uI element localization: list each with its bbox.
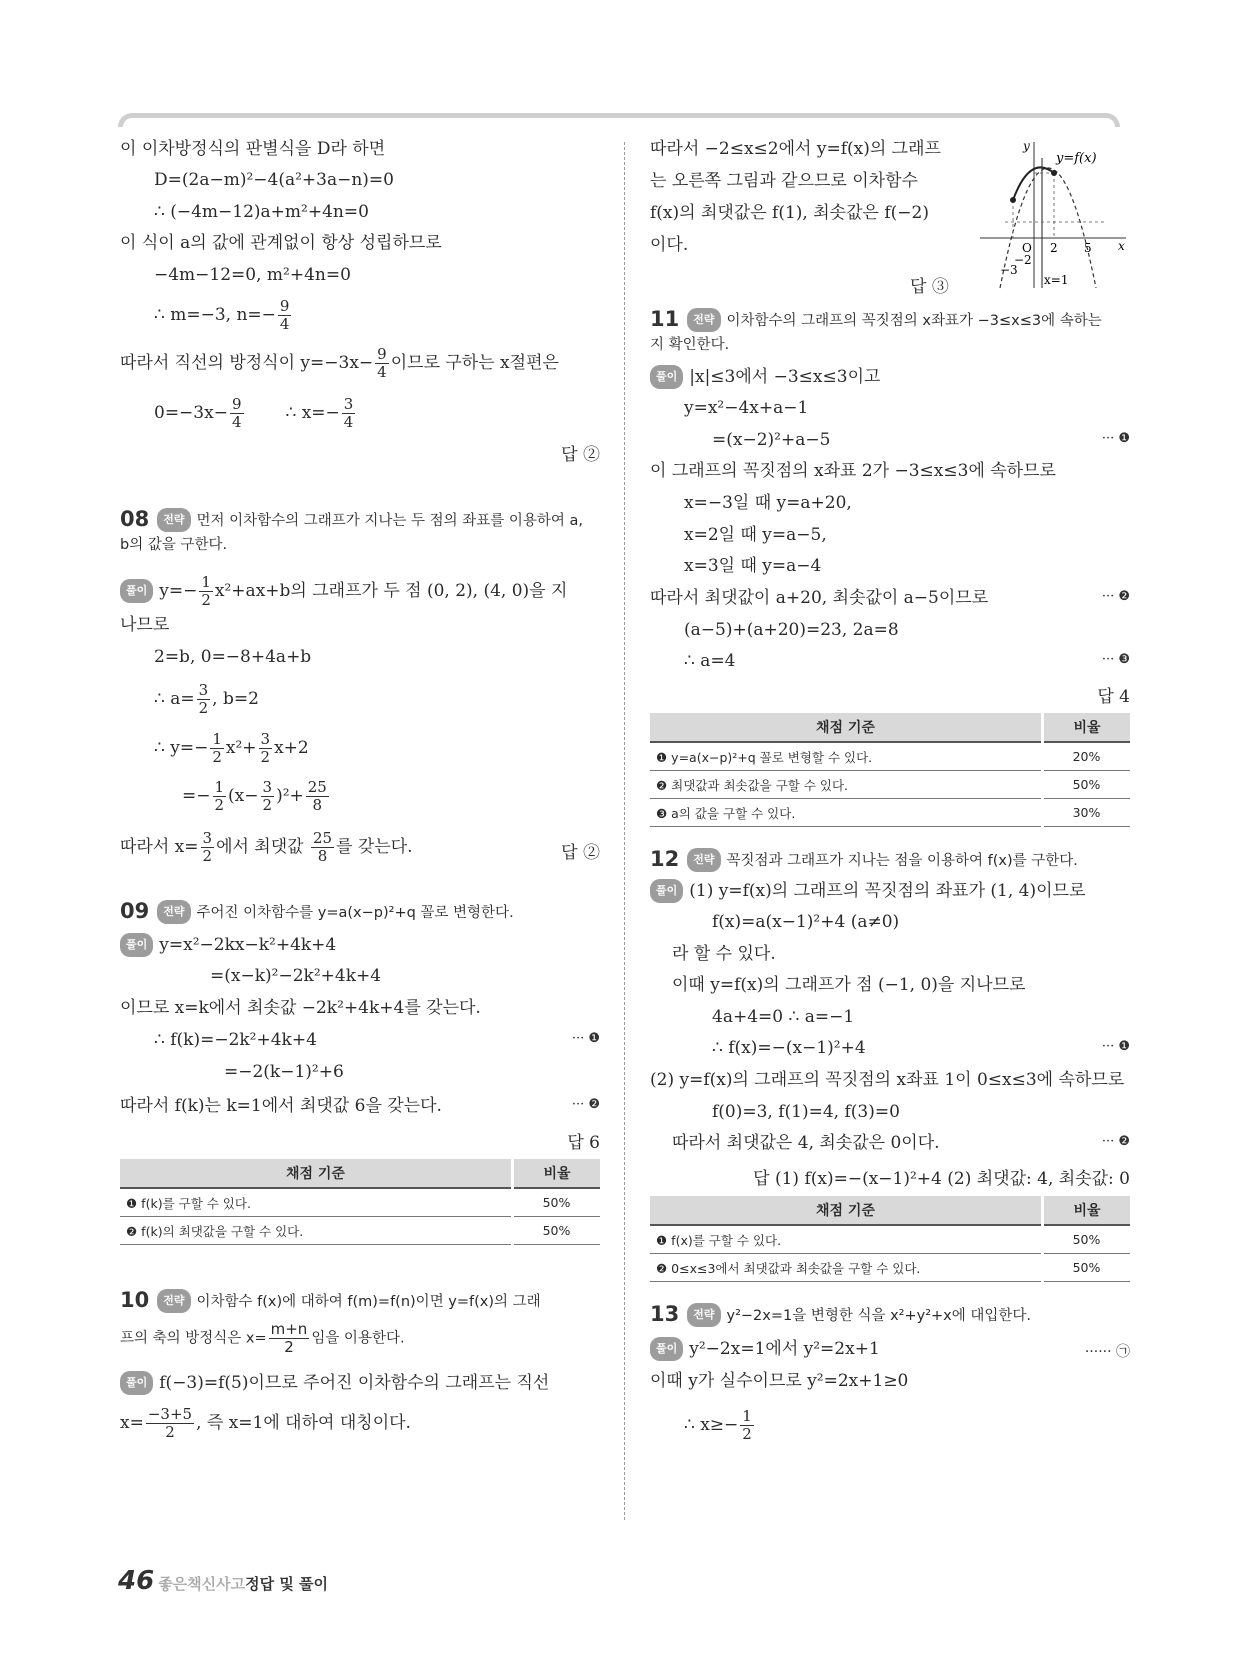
grading-table bbox=[650, 713, 1130, 827]
table-row: ❷ 0≤x≤3에서 최댓값과 최솟값을 구할 수 있다. 50% bbox=[650, 1254, 1130, 1282]
fraction: $\frac{1}{2}$ bbox=[201, 573, 211, 609]
equation: =− $\frac{1}{2}$ (x− $\frac{3}{2}$ )²+ $\frac{25}{8}$ bbox=[182, 778, 327, 814]
equation: 0=−3x− $\frac{9}{4}$ ∴ x=− $\frac{3}{4}$ bbox=[154, 395, 354, 431]
text-line: 따라서 직선의 방정식이 y=−3x− $\frac{9}{4}$ 이므로 구하는 x절편은 bbox=[120, 345, 559, 381]
step-marker: ··· ❷ bbox=[571, 1097, 600, 1112]
step-marker: ··· ❷ bbox=[1101, 1134, 1130, 1149]
endpoint bbox=[1010, 197, 1016, 203]
equation: (a−5)+(a+20)=23, 2a=8 bbox=[684, 620, 899, 640]
parabola-graph bbox=[980, 138, 1130, 290]
answer: 답 ② bbox=[561, 445, 600, 465]
curve-label: y=f(x) bbox=[1056, 151, 1097, 166]
fraction: $\frac{25}{8}$ bbox=[312, 829, 333, 865]
footer-title: 정답 및 풀이 bbox=[245, 1575, 329, 1593]
problem-header-12: 12 전략 꼭짓점과 그래프가 지나는 점을 이용하여 f(x)를 구한다. bbox=[650, 847, 1078, 871]
fraction: $\frac{9}{4}$ bbox=[279, 297, 290, 333]
solution-line: 풀이 y=− $\frac{1}{2}$ x²+ax+b의 그래프가 두 점 (0, 2), (4, 0)을 지 bbox=[120, 574, 567, 609]
equation: x=3일 때 y=a−4 bbox=[684, 556, 822, 576]
origin-label: O bbox=[1022, 241, 1032, 255]
fraction: $\frac{3}{2}$ bbox=[260, 730, 271, 766]
fraction: $\frac{1}{2}$ bbox=[212, 730, 222, 766]
solution-line: 풀이 f(−3)=f(5)이므로 주어진 이차함수의 그래프는 직선 bbox=[120, 1371, 549, 1395]
text-line: 이 이차방정식의 판별식을 D라 하면 bbox=[120, 139, 386, 159]
text-line: 따라서 f(k)는 k=1에서 최댓값 6을 갖는다. bbox=[120, 1096, 442, 1116]
equation: y=x²−4x+a−1 bbox=[684, 398, 809, 418]
fraction: $\frac{3}{4}$ bbox=[343, 395, 354, 431]
equation: ∴ y=− $\frac{1}{2}$ x²+ $\frac{3}{2}$ x+2 bbox=[154, 730, 309, 766]
text-line: (2) y=f(x)의 그래프의 꼭짓점의 x좌표 1이 0≤x≤3에 속하므로 bbox=[650, 1070, 1125, 1090]
fraction: $\frac{3}{2}$ bbox=[202, 829, 213, 865]
table-header: 채점 기준 bbox=[120, 1159, 513, 1188]
solution-line: 풀이 y=x²−2kx−k²+4k+4 bbox=[120, 933, 336, 957]
table-header: 비율 bbox=[1043, 1196, 1131, 1225]
equation: ∴ x≥− $\frac{1}{2}$ bbox=[684, 1407, 752, 1443]
equation: ∴ f(x)=−(x−1)²+4 bbox=[712, 1038, 866, 1058]
equation: f(0)=3, f(1)=4, f(3)=0 bbox=[712, 1102, 900, 1122]
problem-header-10: 10 전략 이차함수 f(x)에 대하여 f(m)=f(n)이면 y=f(x)의 그래 bbox=[120, 1288, 541, 1312]
table-header: 채점 기준 bbox=[650, 1196, 1043, 1225]
top-border bbox=[118, 113, 1120, 127]
endpoint bbox=[1051, 170, 1057, 176]
text-line: 나므로 bbox=[120, 615, 170, 635]
equation: ∴ a=4 bbox=[684, 651, 736, 671]
text-line: 이다. bbox=[650, 235, 689, 255]
equation: 2=b, 0=−8+4a+b bbox=[154, 647, 312, 667]
table-header: 비율 bbox=[1043, 713, 1131, 742]
equation: ∴ (−4m−12)a+m²+4n=0 bbox=[154, 202, 369, 222]
equation: 4a+4=0 ∴ a=−1 bbox=[712, 1007, 855, 1027]
equation: ∴ f(k)=−2k²+4k+4 bbox=[154, 1030, 317, 1050]
table-row: ❶ f(k)를 구할 수 있다. 50% bbox=[120, 1188, 600, 1217]
step-marker: ··· ❷ bbox=[1101, 589, 1130, 604]
equation: −4m−12=0, m²+4n=0 bbox=[154, 265, 351, 285]
strategy-text: 지 확인한다. bbox=[650, 337, 730, 353]
fraction: $\frac{1}{2}$ bbox=[214, 778, 225, 814]
fraction: $\frac{9}{4}$ bbox=[377, 345, 387, 381]
step-marker: ··· ❸ bbox=[1101, 652, 1130, 667]
fraction: $\frac{1}{2}$ bbox=[742, 1407, 752, 1443]
solution-line: 풀이 (1) y=f(x)의 그래프의 꼭짓점의 좌표가 (1, 4)이므로 bbox=[650, 879, 1085, 903]
fraction: $\frac{9}{4}$ bbox=[231, 395, 242, 431]
equation: =(x−2)²+a−5 bbox=[712, 430, 831, 450]
fraction: $\frac{m+n}{2}$ bbox=[270, 1320, 308, 1356]
page-footer bbox=[118, 1566, 328, 1596]
equation: =(x−k)²−2k²+4k+4 bbox=[210, 966, 382, 986]
axis-line-label: x=1 bbox=[1044, 273, 1069, 287]
table-row: ❷ 최댓값과 최솟값을 구할 수 있다. 50% bbox=[650, 771, 1130, 799]
problem-header-11: 11 전략 이차함수의 그래프의 꼭짓점의 x좌표가 −3≤x≤3에 속하는 bbox=[650, 307, 1102, 331]
tick-label: −3 bbox=[1000, 263, 1018, 277]
tick-label: 5 bbox=[1084, 241, 1092, 255]
text-line: 따라서 최댓값은 4, 최솟값은 0이다. bbox=[672, 1133, 940, 1153]
problem-header-13: 13 전략 y²−2x=1을 변형한 식을 x²+y²+x에 대입한다. bbox=[650, 1302, 1032, 1326]
text-line: 이므로 x=k에서 최솟값 −2k²+4k+4를 갖는다. bbox=[120, 998, 481, 1018]
grading-table bbox=[120, 1159, 600, 1245]
text-line: 이 그래프의 꼭짓점의 x좌표 2가 −3≤x≤3에 속하므로 bbox=[650, 461, 1056, 481]
text-line: 따라서 최댓값이 a+20, 최솟값이 a−5이므로 bbox=[650, 588, 989, 608]
strategy-text: b의 값을 구한다. bbox=[120, 537, 228, 553]
column-divider bbox=[624, 142, 625, 1520]
page-number: 46 bbox=[118, 1566, 155, 1596]
table-row: ❶ f(x)를 구할 수 있다. 50% bbox=[650, 1225, 1130, 1254]
text-line: f(x)의 최댓값은 f(1), 최솟값은 f(−2) bbox=[650, 203, 929, 223]
table-row: ❸ a의 값을 구할 수 있다. 30% bbox=[650, 799, 1130, 827]
equation: =−2(k−1)²+6 bbox=[224, 1062, 344, 1082]
problem-header-09: 09 전략 주어진 이차함수를 y=a(x−p)²+q 꼴로 변형한다. bbox=[120, 899, 514, 923]
equation: x=2일 때 y=a−5, bbox=[684, 525, 827, 545]
tick-label: 2 bbox=[1050, 241, 1058, 255]
equation: ∴ a= $\frac{3}{2}$ , b=2 bbox=[154, 681, 259, 717]
step-marker: ··· ❶ bbox=[1101, 1039, 1130, 1054]
table-header: 비율 bbox=[513, 1159, 601, 1188]
text-line: 따라서 −2≤x≤2에서 y=f(x)의 그래프 bbox=[650, 139, 941, 159]
solution-line: 풀이 y²−2x=1에서 y²=2x+1 bbox=[650, 1337, 880, 1361]
fraction: $\frac{3}{2}$ bbox=[262, 778, 273, 814]
tick-label: −2 bbox=[1014, 253, 1032, 267]
strategy-text: 프의 축의 방정식은 x= $\frac{m+n}{2}$ 임을 이용한다. bbox=[120, 1320, 405, 1356]
fraction: $\frac{3}{2}$ bbox=[198, 681, 209, 717]
text-line: 이때 y=f(x)의 그래프가 점 (−1, 0)을 지나므로 bbox=[672, 975, 1026, 995]
y-axis-label: y bbox=[1023, 139, 1030, 153]
equation-marker: ······ ㉠ bbox=[1084, 1344, 1130, 1360]
x-axis-label: x bbox=[1118, 239, 1125, 253]
book-name: 좋은책신사고 bbox=[158, 1575, 246, 1593]
text-line: x= $\frac{-3+5}{2}$ , 즉 x=1에 대하여 대칭이다. bbox=[120, 1405, 411, 1441]
problem-header-08: 08 전략 먼저 이차함수의 그래프가 지나는 두 점의 좌표를 이용하여 a, bbox=[120, 507, 584, 531]
equation: f(x)=a(x−1)²+4 (a≠0) bbox=[712, 912, 900, 932]
grading-table bbox=[650, 1196, 1130, 1282]
text-line: 라 할 수 있다. bbox=[672, 944, 776, 964]
answer: 답 (1) f(x)=−(x−1)²+4 (2) 최댓값: 4, 최솟값: 0 bbox=[753, 1169, 1130, 1189]
equation: x=−3일 때 y=a+20, bbox=[684, 493, 852, 513]
table-row: ❷ f(k)의 최댓값을 구할 수 있다. 50% bbox=[120, 1217, 600, 1245]
text-line: 는 오른쪽 그림과 같으므로 이차함수 bbox=[650, 171, 918, 191]
answer: 답 ③ bbox=[910, 277, 949, 297]
answer: 답 ② bbox=[561, 843, 600, 863]
fraction: $\frac{-3+5}{2}$ bbox=[147, 1405, 193, 1441]
fraction: $\frac{25}{8}$ bbox=[307, 778, 327, 814]
step-marker: ··· ❶ bbox=[1101, 431, 1130, 446]
text-line: 이때 y가 실수이므로 y²=2x+1≥0 bbox=[650, 1371, 909, 1391]
answer: 답 4 bbox=[1097, 687, 1130, 707]
equation: D=(2a−m)²−4(a²+3a−n)=0 bbox=[154, 170, 394, 190]
equation: ∴ m=−3, n=− $\frac{9}{4}$ bbox=[154, 297, 290, 333]
table-header: 채점 기준 bbox=[650, 713, 1043, 742]
solution-line: 풀이 |x|≤3에서 −3≤x≤3이고 bbox=[650, 365, 880, 389]
text-line: 따라서 x= $\frac{3}{2}$ 에서 최댓값 $\frac{25}{8}$ 를 갖는다. bbox=[120, 829, 413, 865]
text-line: 이 식이 a의 값에 관계없이 항상 성립하므로 bbox=[120, 233, 442, 253]
table-row: ❶ y=a(x−p)²+q 꼴로 변형할 수 있다. 20% bbox=[650, 742, 1130, 771]
step-marker: ··· ❶ bbox=[571, 1031, 600, 1046]
answer: 답 6 bbox=[567, 1133, 600, 1153]
